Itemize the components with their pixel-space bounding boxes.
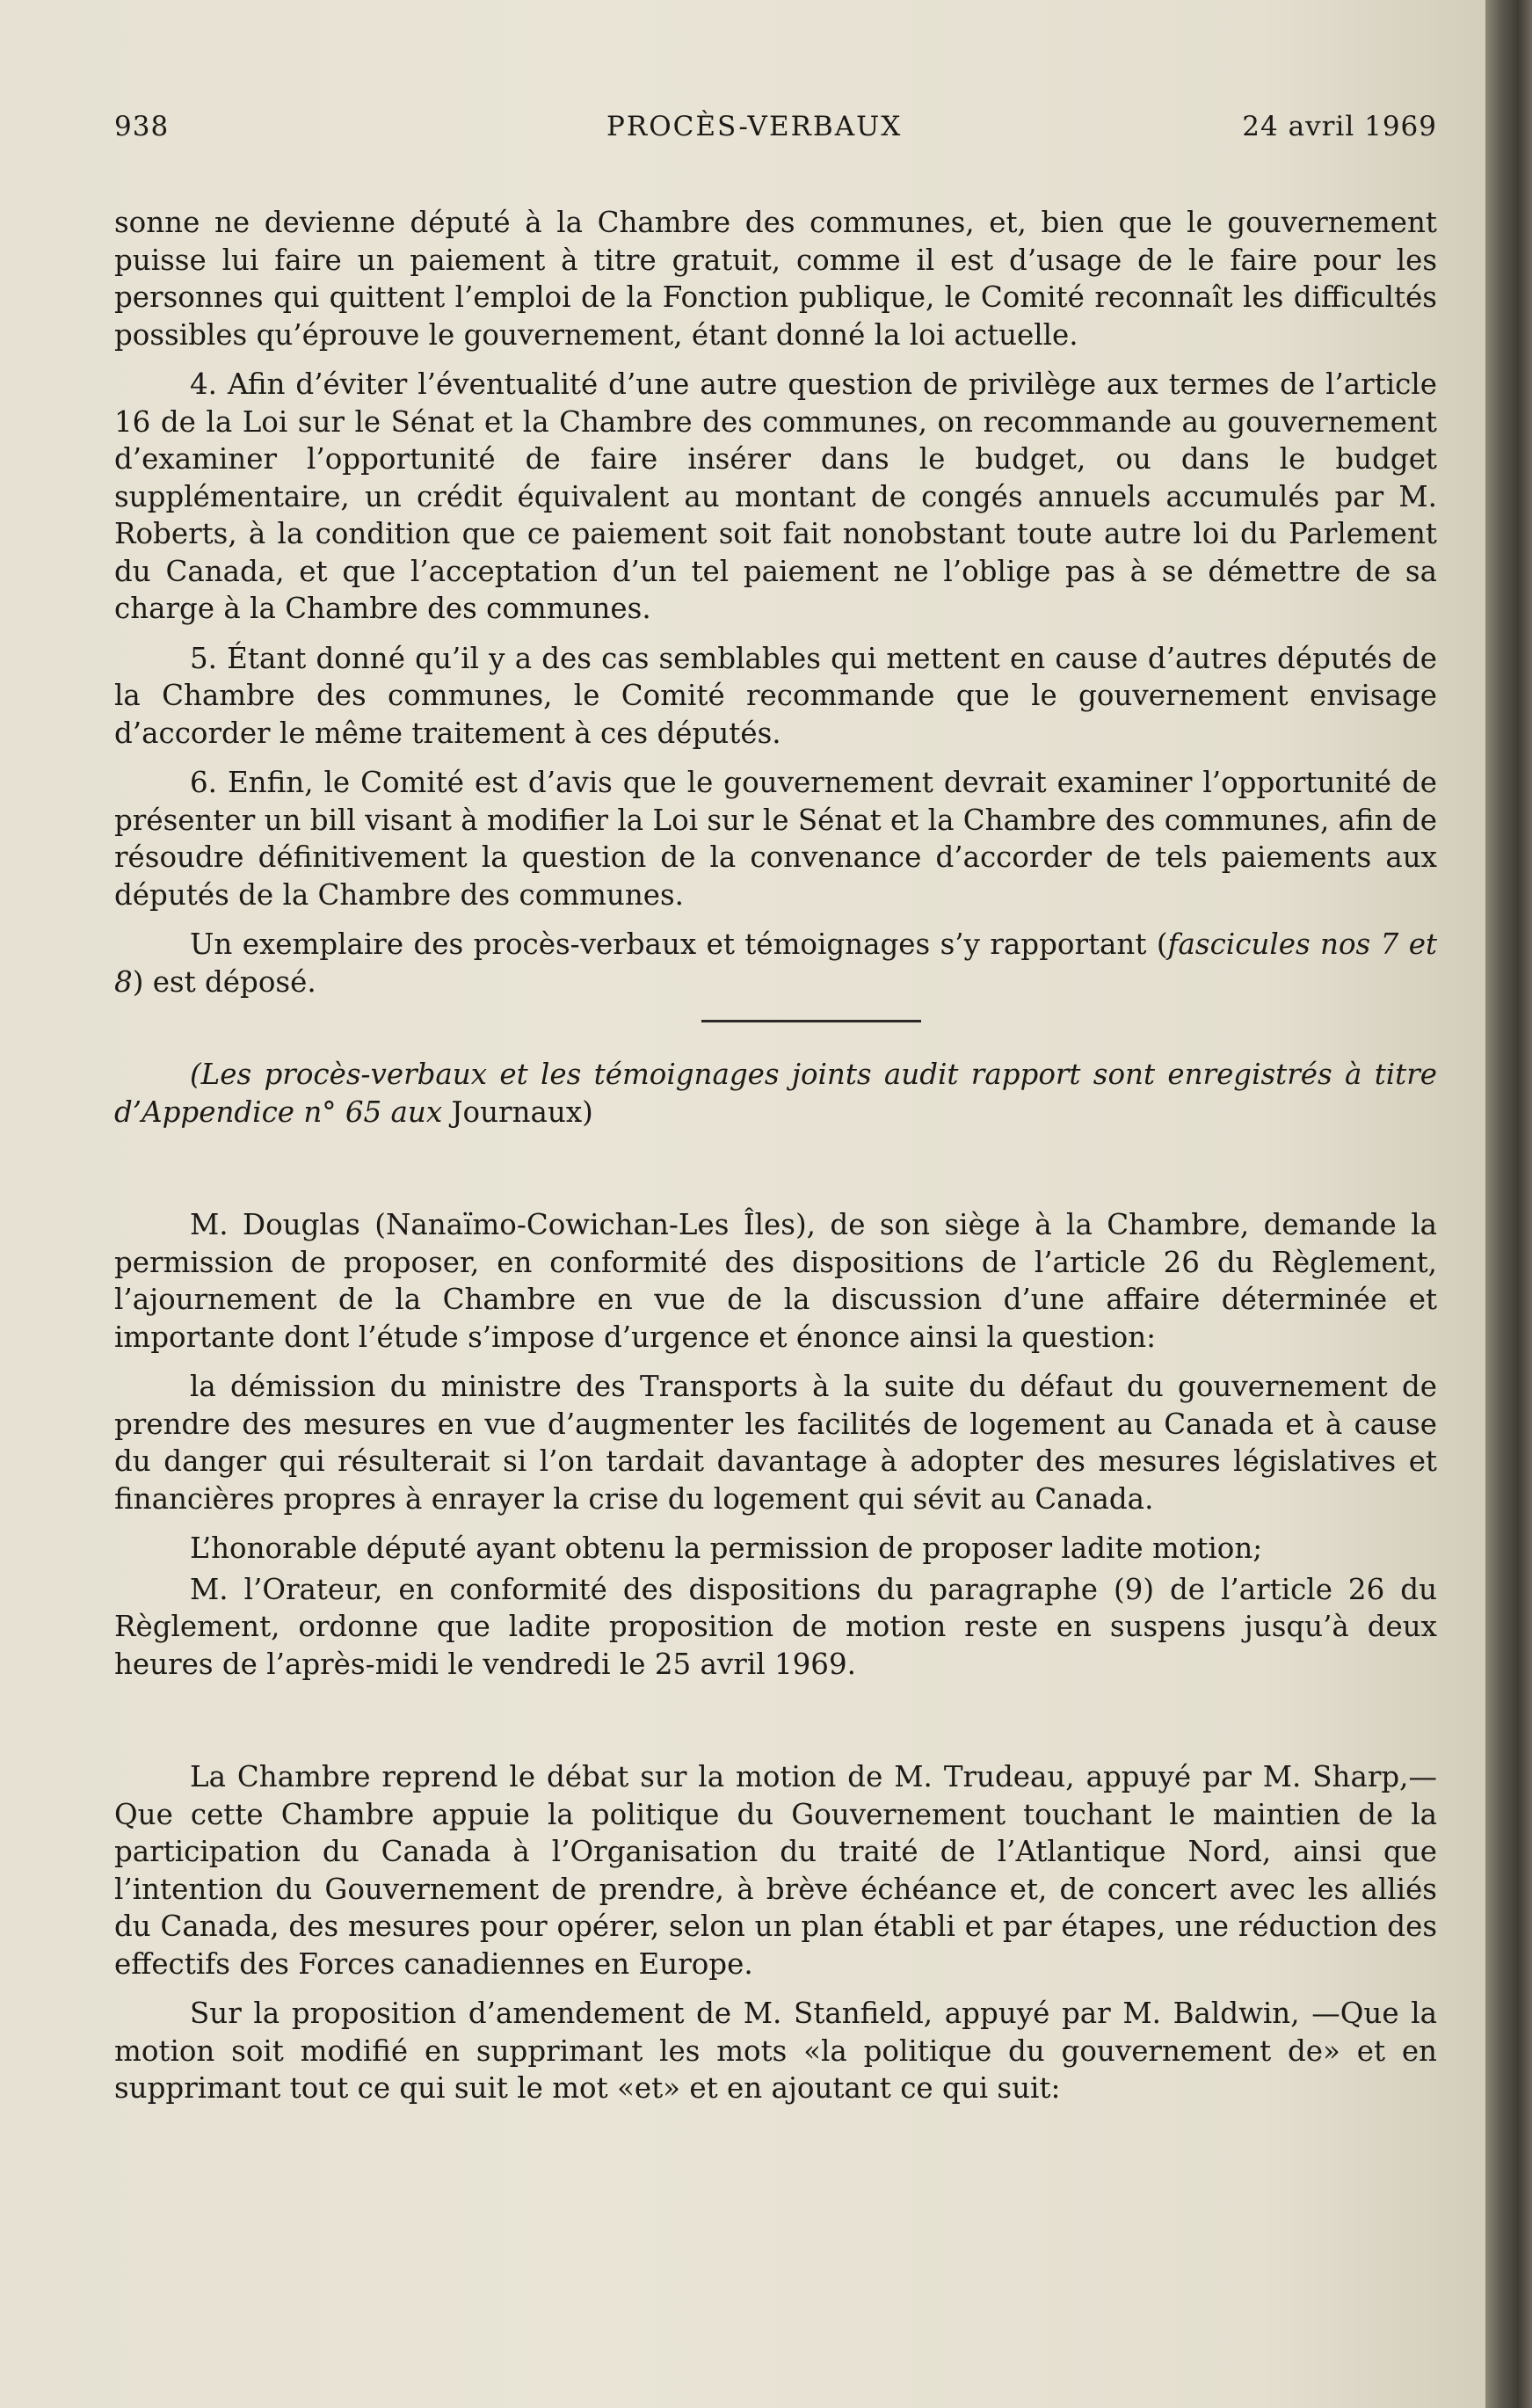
appendix-note-journaux: Journaux) — [451, 1095, 593, 1129]
leave-granted: L’honorable député ayant obtenu la permission de proposer ladite motion; — [190, 1531, 1263, 1565]
speaker-ruling: M. l’Orateur, en conformité des dispositions du paragraphe (9) de l’article 26 du Règlement, ordonne que ladite proposition de motion reste en suspens jusqu’à deux heures de l’après-midi le vendredi le 25 avril 1969. — [114, 1572, 1437, 1681]
appendix-note — [114, 1056, 1437, 1131]
douglas-motion-request: M. Douglas (Nanaïmo-Cowichan-Les Îles), de son siège à la Chambre, demande la permission de proposer, en conformité des dispositions de l’article 26 du Règlement, l’ajournement de la Chambre en vue de la discussion d’une affaire déterminée et importante dont l’étude s’impose d’urgence et énonce ainsi la question: — [114, 1208, 1437, 1354]
amendment-proposal: Sur la proposition d’amendement de M. Stanfield, appuyé par M. Baldwin, —Que la motion soit modifié en supprimant les mots «la politique du gouvernement de» et en supprimant tout ce qui suit le mot «et» et en ajoutant ce qui suit: — [114, 1997, 1437, 2105]
douglas-question: la démission du ministre des Transports à la suite du défaut du gouvernement de prendre des mesures en vue d’augmenter les facilités de logement au Canada et à cause du danger qui résulterait si l’on tardait davantage à adopter des mesures législatives et financières propres à enrayer la crise du logement qui sévit au Canada. — [114, 1370, 1437, 1516]
paragraph-continued: sonne ne devienne député à la Chambre des communes, et, bien que le gouvernement puisse lui faire un paiement à titre gratuit, comme il est d’usage de le faire pour les personnes qui quittent l’emploi de la Fonction publique, le Comité reconnaît les difficultés possibles qu’éprouve le gouvernement, étant donné la loi actuelle. — [114, 206, 1437, 352]
paragraph-item-6: 6. Enfin, le Comité est d’avis que le gouvernement devrait examiner l’opportunité de présenter un bill visant à modifier la Loi sur le Sénat et la Chambre des communes, afin de résoudre définitivement la question de la convenance d’accorder de tels paiements aux députés de la Chambre des communes. — [114, 766, 1437, 912]
deposit-note — [114, 926, 1437, 1000]
header-date: 24 avril 1969 — [1242, 111, 1437, 142]
section-divider — [701, 1020, 921, 1022]
body-text — [114, 204, 1437, 2107]
paragraph-item-4: 4. Afin d’éviter l’éventualité d’une autre question de privilège aux termes de l’article 16 de la Loi sur le Sénat et la Chambre des communes, on recommande au gouvernement d’examiner l’opportunité de faire insérer dans le budget, ou dans le budget supplémentaire, un crédit équivalent au montant de congés annuels accumulés par M. Roberts, à la condition que ce paiement soit fait nonobstant toute autre loi du Parlement du Canada, et que l’acceptation d’un tel paiement ne l’oblige pas à se démettre de sa charge à la Chambre des communes. — [114, 367, 1437, 625]
deposit-note-before: Un exemplaire des procès-verbaux et témoignages s’y rapportant ( — [190, 928, 1168, 961]
deposit-note-fascicules: fascicules nos 7 et 8 — [114, 928, 1438, 999]
paragraph-item-5: 5. Étant donné qu’il y a des cas semblables qui mettent en cause d’autres députés de la Chambre des communes, le Comité recommande que le gouvernement envisage d’accorder le même traitement à ces députés. — [114, 641, 1437, 750]
running-header — [114, 111, 1437, 153]
book-binding-edge — [1485, 0, 1532, 2408]
appendix-note-italic: (Les procès-verbaux et les témoignages joints audit rapport sont enregistrés à titre d’Appendice n° 65 aux — [114, 1058, 1437, 1129]
deposit-note-after: ) est déposé. — [132, 964, 316, 999]
header-title: PROCÈS-VERBAUX — [606, 111, 903, 142]
page-number: 938 — [114, 111, 170, 142]
debate-resumed: La Chambre reprend le débat sur la motion de M. Trudeau, appuyé par M. Sharp,—Que cette Chambre appuie la politique du Gouvernement touchant le maintien de la participation du Canada à l’Organisation du traité de l’Atlantique Nord, ainsi que l’intention du Gouvernement de prendre, à brève échéance et, de concert avec les alliés du Canada, des mesures pour opérer, selon un plan établi et par étapes, une réduction des effectifs des Forces canadiennes en Europe. — [114, 1760, 1437, 1981]
